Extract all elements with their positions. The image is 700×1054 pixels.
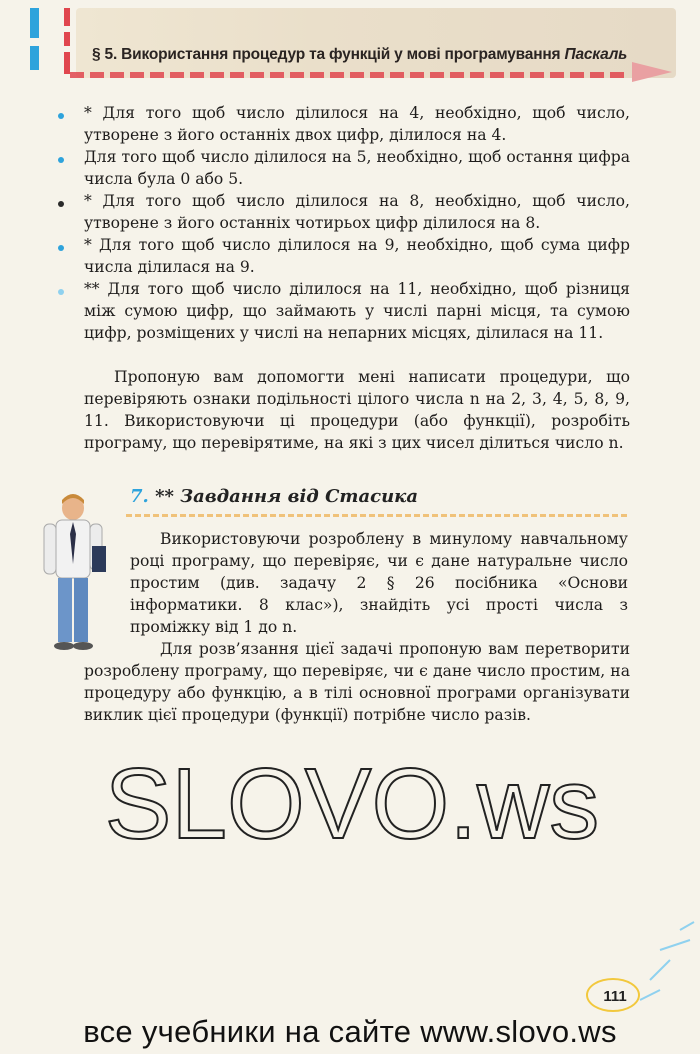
page-number: 111 (603, 988, 627, 1005)
task-paragraph: Для розв’язання цієї задачі пропоную вам перетворити розроблену програму, що перевіряє, чи є дане число простим, на процедуру або функцію, а в тілі основної програми організувати виклик цієї процедури (функції) потрібне число разів. (84, 640, 630, 724)
rule-item: * Для того щоб число ділилося на 9, необхідно, щоб сума цифр числа ділилася на 9. (84, 236, 630, 276)
task-paragraph: Використовуючи розроблену в минулому навчальному році програму, що перевіряє, чи є дане натуральне число простим (див. задачу 2 § 26 посібника «Основи інформатики. 8 клас»), знайдіть усі прості числа з проміжку від 1 до n. (130, 530, 628, 636)
decor-stripe-red (64, 32, 70, 46)
bullet-marker (58, 157, 64, 163)
rule-item: * Для того щоб число ділилося на 4, необхідно, щоб число, утворене з його останніх двох цифр, ділилося на 4. (84, 104, 630, 144)
watermark-logo (72, 748, 632, 858)
running-header-main: § 5. Використання процедур та функцій у мові програмування (92, 46, 565, 63)
rule-item: Для того щоб число ділилося на 5, необхідно, щоб остання цифра числа була 0 або 5. (84, 148, 630, 188)
decor-stripe-blue (30, 46, 39, 70)
bullet-marker (58, 245, 64, 251)
site-footer: все учебники на сайте www.slovo.ws (83, 1014, 617, 1049)
header-dashed-line (70, 72, 630, 78)
running-header (92, 46, 652, 64)
header-arrow-decor (632, 62, 672, 82)
bullet-marker (58, 201, 64, 207)
decor-stripe-red (64, 8, 70, 26)
running-header-italic: Паскаль (564, 46, 628, 63)
task-number: 7. (130, 486, 149, 507)
task-title: ** Завдання від Стасика (155, 486, 419, 507)
bullet-marker (58, 289, 64, 295)
header-band (76, 8, 676, 78)
rule-item: * Для того щоб число ділилося на 8, необхідно, щоб число, утворене з його останніх чотирьох цифр ділилося на 8. (84, 192, 630, 232)
rule-item: ** Для того щоб число ділилося на 11, необхідно, щоб різниця між сумою цифр, що займають у числі парні місця, та сумою цифр, розміщених у числі на непарних місцях, ділилася на 11. (84, 280, 630, 342)
decor-stripe-blue (30, 8, 39, 38)
proposal-paragraph: Пропоную вам допомогти мені написати процедури, що перевіряють ознаки подільності цілого числа n на 2, 3, 4, 5, 8, 9, 11. Використовуючи ці процедури (або функції), розробіть програму, що перевірятиме, на які з цих чисел ділиться число n. (84, 368, 630, 452)
task-heading-underline (126, 514, 630, 517)
student-illustration (36, 494, 110, 652)
bullet-marker (58, 113, 64, 119)
task-heading (130, 486, 418, 507)
watermark-text: SLOVO.ws (104, 748, 600, 858)
decor-stripe-red (64, 52, 70, 74)
